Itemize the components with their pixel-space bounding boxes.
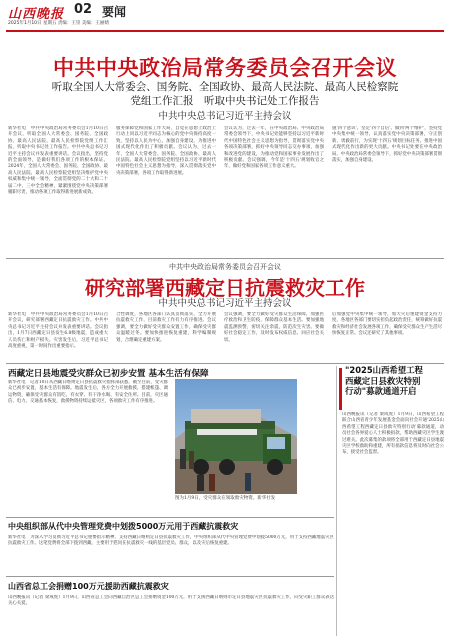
masthead-rule (6, 30, 444, 32)
lead-headline: 中共中央政治局常务委员会召开会议 (53, 56, 397, 80)
second-subhead: 中共中央总书记习近平主持会议 (158, 298, 292, 309)
dateline: 2025年1月10日 星期五 责编：王崇 美编：王丽婧 (8, 21, 109, 26)
central-body: 新华社电 为深入学习贯彻习近平总书记重要指示精神，支持西藏日喀则定日县抗震救灾工作，中央组织部从代中央管理党费中划拨5000万元，用于支持西藏地震灾区抗震救灾工作。这笔党费将全部下拨到西藏，主要用于慰问在抗震救灾一线的基层党员、群众，以及灾后恢复重建。 (8, 535, 334, 547)
lead-column-3: 会议认为，过去一年，在中央政治局、中央政治局常委会领导下，中央书记处能够坚持以习近平新时代中国特色社会主义思想为指导，贯彻落实党中央各项决策部署，抓好中央领导同志交办事项，加强和改进党的建设，为推动党和国家事业发展作出了积极贡献。会议强调，今年是'十四五'规划收官之年，做好党和国家各项工作意义重大。 (224, 126, 324, 170)
divider (6, 517, 334, 518)
second-headline: 研究部署西藏定日抗震救灾工作 (85, 276, 365, 300)
photo-caption: 图为1月9日，受灾群众在领取救灾物资。新华社发 (175, 496, 276, 501)
lead-subhead-3: 中共中央总书记习近平主持会议 (158, 111, 292, 122)
lead-column-2: 服务保障党和国家工作大局，自觉在思想上政治上行动上同以习近平同志为核心的党中央保持高度一致，坚持以人民为中心，加强自身建设，为推进中国式现代化作出了积极贡献。会议认为，过去一年，全国人大常委会、国务院、全国政协、最高人民法院、最高人民检察院党组坚持以习近平新时代中国特色社会主义思想为指导，深入贯彻落实党中央决策部署，各项工作取得新进展。 (116, 126, 216, 176)
tibet-body: 新华社电 记者10日从西藏日喀则定日县抗震救灾指挥部获悉，截至目前，受灾群众已初步安置，基本生活有保障。地震发生后，各方全力开展救援，搭建帐篷、调运物资，确保受灾群众有饭吃、有衣穿、有干净水喝、有安全住所。目前，灾区通信、电力、交通基本恢复，救援物资持续运抵灾区，各项救灾工作有序推进。 (8, 380, 168, 405)
sidebar-accent (339, 368, 342, 410)
lead-subhead-2: 党组工作汇报 听取中央书记处工作报告 (130, 95, 320, 107)
divider (6, 576, 334, 577)
central-headline: 中央组织部从代中央管理党费中划拨5000万元用于西藏抗震救灾 (8, 522, 239, 531)
rescue-truck-photo (175, 379, 297, 494)
lead-subhead-1: 听取全国人大常委会、国务院、全国政协、最高人民法院、最高人民检察院 (51, 81, 399, 93)
page-number: 02 (74, 2, 93, 17)
newspaper-logo: 山西晚报 (8, 7, 65, 22)
lead-column-4: 施'四个意识'、坚定'四个自信'、做到'两个维护'，坚持党中央集中统一领导，认真落实党中央决策部署，守正创新、勇毅前行，为实现'十四五'规划目标任务、推进中国式现代化作出新的更大贡献。中央书记处要在中央政治局、中央政治局常委会领导下，抓好党中央决策部署贯彻落实，加强自身建设。 (332, 126, 442, 164)
column-divider (336, 366, 337, 636)
sidebar-title: "2025山西希望工程 西藏定日县救灾特别 行动"募款通道开启 (345, 365, 423, 396)
second-column-1: 新华社电 中共中央政治局常务委员会1月10日召开会议，研究部署西藏定日抗震救灾工作。中共中央总书记习近平主持会议并发表重要讲话。会议指出，1月7日西藏定日县发生6.8级地震，造成重大人员伤亡和财产损失。灾害发生后，习近平总书记高度重视，第一时间作出重要指示。 (8, 312, 108, 350)
second-column-3: 会议强调，要全力做好受灾群众生活保障，加强医疗救治和卫生防疫，保障群众基本生活。要加强地震监测预警，密切关注余震，防范次生灾害。要做好社会稳定工作，及时发布权威信息，回应社会关切。 (224, 312, 324, 343)
divider (6, 258, 444, 259)
lead-column-1: 新华社电 中共中央政治局常务委员会1月10日召开会议，听取全国人大常委会、国务院、全国政协、最高人民法院、最高人民检察院党组工作汇报，听取中央书记处工作报告。中共中央总书记习近平主持会议并发表重要讲话。会议指出，坚持党的全面领导，是做好我们各项工作的根本保证。2024年，全国人大常委会、国务院、全国政协、最高人民法院、最高人民检察院党组坚决维护党中央权威和集中统一领导，全面贯彻党的二十大和二十届二中、三中全会精神，紧紧围绕党中央决策部署履职尽责，推动各项工作取得新进展新成效。 (8, 126, 108, 196)
shanxi-headline: 山西省总工会捐赠100万元援助西藏抗震救灾 (8, 582, 169, 591)
tibet-headline: 西藏定日县地震受灾群众已初步安置 基本生活有保障 (8, 369, 209, 379)
second-kicker: 中共中央政治局常务委员会召开会议 (169, 263, 281, 271)
divider (6, 363, 444, 364)
truck-illustration (175, 379, 297, 494)
section-title: 要闻 (102, 5, 127, 19)
shanxi-body: 山西晚报讯（记者 梁成虎）1月9日，山西省总工会向西藏自治区总工会捐赠资金100万元，用于支援西藏日喀则市定日县地震灾区抗震救灾工作，向受灾职工群众表达关心关爱。 (8, 595, 334, 607)
sidebar-body: 山西晚报讯（记者 梁成虎）1月9日，山西希望工程联合山西省青少年发展基金会面向社会开通'2025山西希望工程西藏定日县救灾特别行动'募款通道，动员社会各界爱心人士积极捐款，帮助西藏灾区学生渡过难关。此次募集的款项将全部用于西藏定日县地震灾区学校救助和重建，所有捐款信息将及时向社会公布，接受社会监督。 (342, 412, 444, 456)
second-column-4: 后加强党中央集中统一领导，加大灾后重建资金支持力度，各地区各部门要切实担负起政治责任，统筹做好抗震救灾和经济社会发展各项工作，确保受灾群众生产生活尽快恢复正常。会议还研究了其他事项。 (332, 312, 442, 337)
second-column-2: 合性调度，各地区各部门认真贯彻落实，全力开展抗震救灾工作，目前救灾工作有力有序推进。会议强调，要全力做好受灾群众安置工作，确保受灾群众温暖过冬。要加快推进恢复重建，科学编制规划，合理确定重建方案。 (116, 312, 216, 343)
